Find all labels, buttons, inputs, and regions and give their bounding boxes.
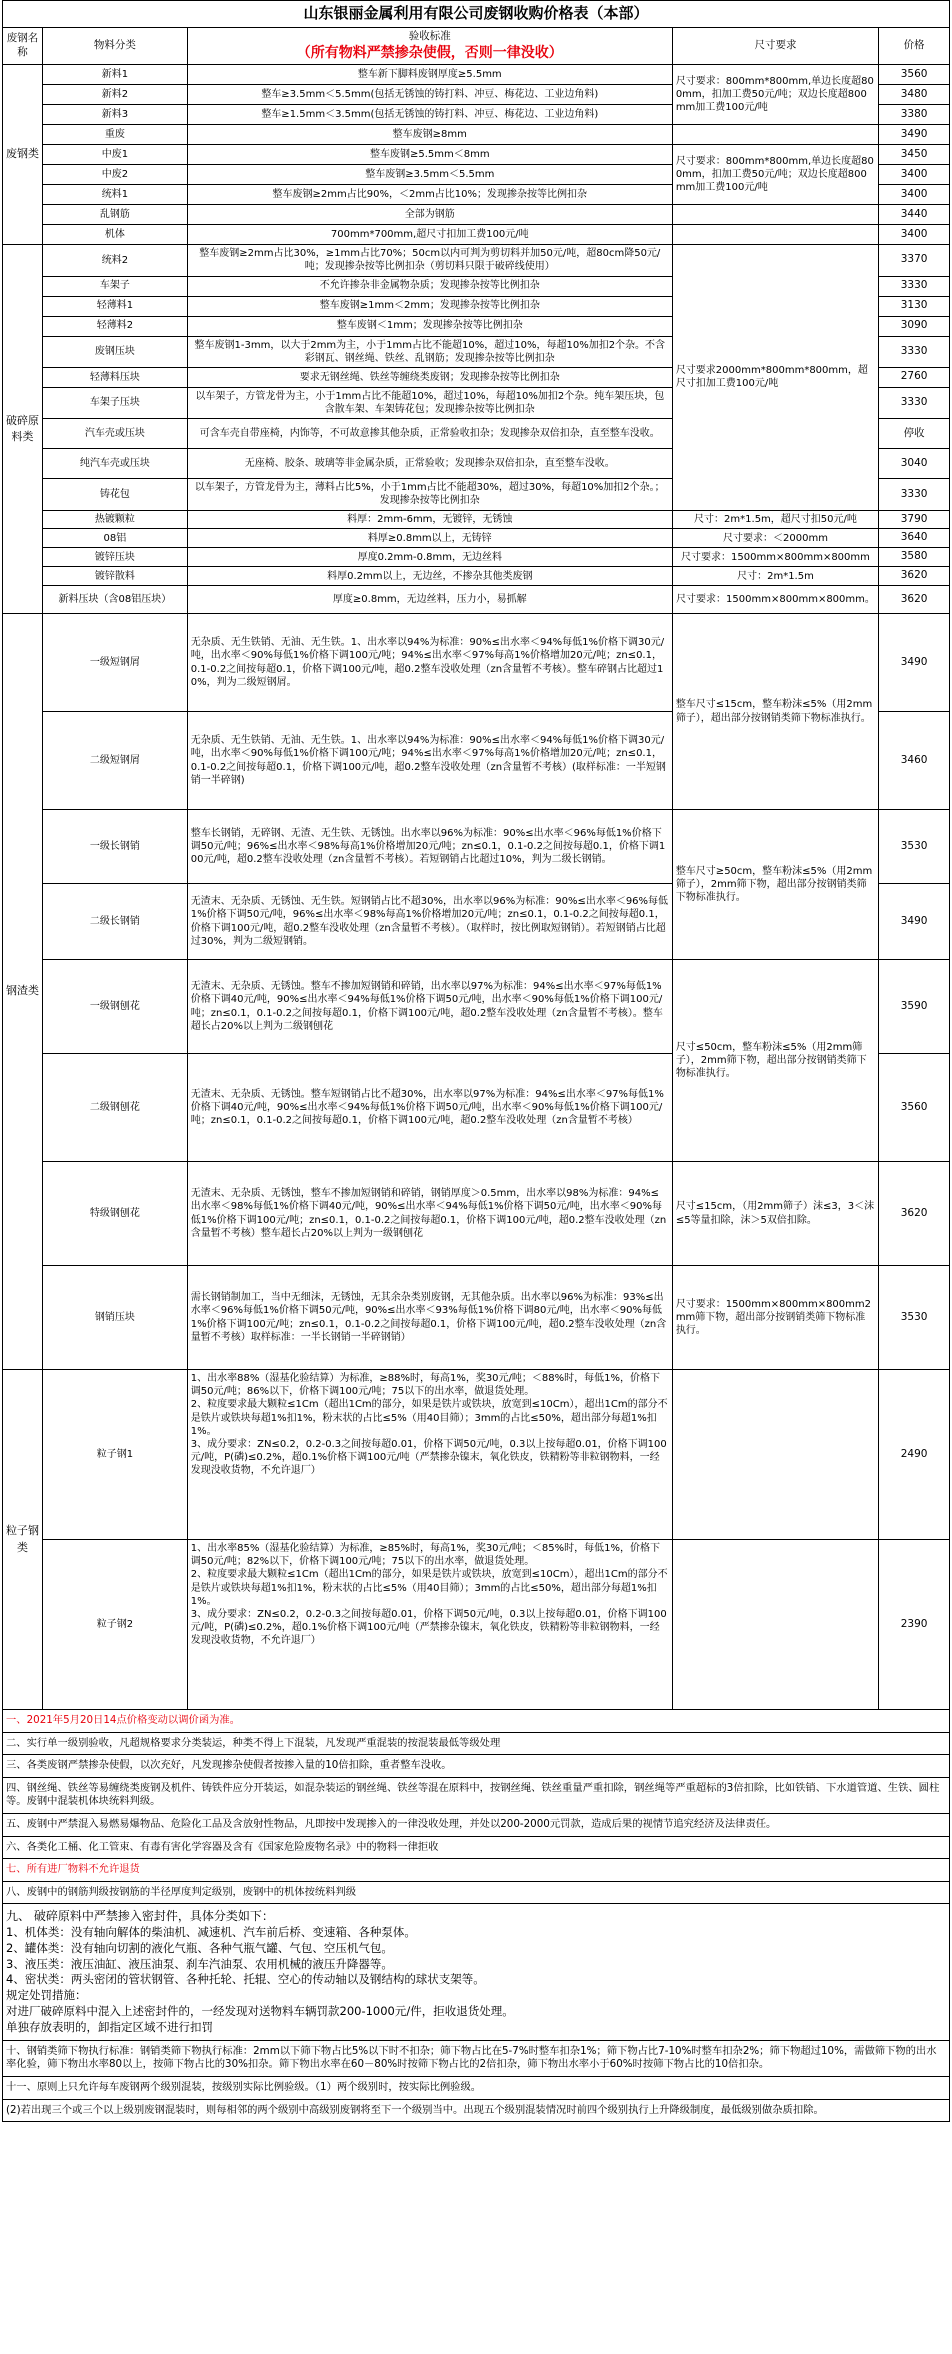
- note-9: [3, 1904, 950, 2041]
- price-value: 3790: [879, 510, 950, 529]
- material-standard: 要求无钢丝绳、铁丝等缠绕类废钢；发现掺杂按等比例扣杂: [187, 367, 672, 387]
- price-value: 3580: [879, 548, 950, 567]
- note-5: 五、废钢中严禁混入易燃易爆物品、危险化工品及含放射性物品，凡即按中发现掺入的一律没收处理，并处以200-2000元罚款，造成后果的视情节追究经济及法律责任。: [3, 1813, 950, 1836]
- header-category: 废钢名称: [3, 27, 43, 64]
- price-value: 3380: [879, 105, 950, 125]
- material-name: 统料1: [43, 185, 188, 205]
- price-value: 3480: [879, 85, 950, 105]
- note-6: 六、各类化工桶、化工管束、有毒有害化学容器及含有《国家危险废物名录》中的物料一律拒收: [3, 1836, 950, 1859]
- size-requirement: 尺寸≤15cm，（用2mm筛子）沫≤3，3＜沫≤5等量扣除，沫＞5双倍扣除。: [672, 1162, 878, 1266]
- material-standard: 整车废钢≥2mm占比30%，≥1mm占比70%；50cm以内可判为剪切料并加50元/吨，超80cm降50元/吨；发现掺杂按等比例扣杂（剪切料只限于破碎线使用）: [187, 245, 672, 276]
- material-name: 粒子钢2: [43, 1540, 188, 1710]
- note-9-line: 3、液压类：液压油缸、液压油泵、刹车汽油泵、农用机械的液压升降器等。: [6, 1956, 393, 1971]
- material-name: 粒子钢1: [43, 1370, 188, 1540]
- material-name: 一级短钢屑: [43, 614, 188, 712]
- price-value: 3590: [879, 960, 950, 1054]
- size-requirement: 尺寸要求：1500mm×800mm×800mm: [672, 548, 878, 567]
- price-value: 3090: [879, 316, 950, 336]
- material-name: 乱钢筋: [43, 205, 188, 225]
- material-standard: 整车废钢≥3.5mm＜5.5mm: [187, 165, 672, 185]
- price-value: 3400: [879, 225, 950, 245]
- size-requirement: 整车尺寸≥50cm，整车粉沫≤5%（用2mm筛子），2mm筛下物，超出部分按钢销类筛下物标准执行。: [672, 810, 878, 960]
- category-granular-steel: 粒子钢类: [3, 1370, 43, 1710]
- category-scrap-steel: 废钢类: [3, 65, 43, 245]
- size-requirement: 尺寸：2m*1.5m: [672, 567, 878, 586]
- price-value: 3330: [879, 276, 950, 296]
- material-name: 热镀颗粒: [43, 510, 188, 529]
- material-name: 镀锌压块: [43, 548, 188, 567]
- material-standard: 700mm*700mm,超尺寸扣加工费100元/吨: [187, 225, 672, 245]
- note-10: 十、钢销类筛下物执行标准：钢销类筛下物执行标准：2mm以下筛下物占比5%以下时不扣杂；筛下物占比在5-7%时整车扣杂1%；筛下物占比7-10%时整车扣杂2%；筛下物超过10%，需做筛下物的出水率化验，筛下物出水率80以上，按筛下物占比的30%扣杂。筛下物出水率在60－80%时按筛下物占比的2倍扣杂，筛下物出水率小于60%时按筛下物占比的10倍扣杂。: [3, 2040, 950, 2076]
- material-name: 新料3: [43, 105, 188, 125]
- material-standard: 全部为钢筋: [187, 205, 672, 225]
- material-name: 新料2: [43, 85, 188, 105]
- material-name: 轻薄料压块: [43, 367, 188, 387]
- header-price: 价格: [879, 27, 950, 64]
- size-requirement-empty: [672, 125, 878, 145]
- size-requirement: 尺寸要求2000mm*800mm*800mm，超尺寸扣加工费100元/吨: [672, 245, 878, 511]
- material-standard: 无座椅、胶条、玻璃等非金属杂质，正常验收；发现掺杂双倍扣杂，直至整车没收。: [187, 449, 672, 479]
- material-name: 车架子: [43, 276, 188, 296]
- size-requirement-empty: [672, 205, 878, 225]
- note-7: 七、所有进厂物料不允许退货: [3, 1859, 950, 1882]
- material-name: 新料压块（含08铝压块）: [43, 586, 188, 614]
- size-requirement-empty: [672, 1370, 878, 1540]
- note-9-line: 对进厂破碎原料中混入上述密封件的，一经发现对送物料车辆罚款200-1000元/件，拒收退货处理。: [6, 2004, 514, 2019]
- material-standard: 可含车壳自带座椅，内饰等，不可故意掺其他杂质，正常验收扣杂；发现掺杂双倍扣杂，直至整车没收。: [187, 419, 672, 449]
- material-standard: 1、出水率85%（湿基化验结算）为标准，≥85%时，每高1%，奖30元/吨；＜85%时，每低1%，价格下调50元/吨；82%以下，价格下调100元/吨；75以下的出水率，做退货处理。 2、粒度要求最大颗粒≤1Cm（超出1Cm的部分，如果是铁片或铁块，放宽到≤10Cm），超出1Cm的部分不是铁片或铁块每超1%扣1%，粉末状的占比≤5%（用40目筛）；3mm的占比≤50%，超出部分每超1%扣1%。 3、成分要求：ZN≤0.2，0.2-0.3之间按每超0.01，价格下调50元/吨，0.3以上按每超0.01，价格下调100元/吨，P(磷)≤0.2%，超0.1%价格下调100元/吨（严禁掺杂镍末，氧化铁皮，铁精粉等非粒钢物料，一经发现没收货物，不允许退厂）: [187, 1540, 672, 1710]
- size-requirement: 尺寸要求：＜2000mm: [672, 529, 878, 548]
- price-value: 停收: [879, 419, 950, 449]
- material-name: 废钢压块: [43, 336, 188, 367]
- material-name: 中废2: [43, 165, 188, 185]
- material-standard: 料厚≥0.8mm以上，无铸锌: [187, 529, 672, 548]
- material-standard: 无渣末、无杂质、无锈蚀，整车不掺加短钢销和碎销，钢销厚度＞0.5mm，出水率以98%为标准：94%≤出水率＜98%每低1%价格下调40元/吨，90%≤出水率＜94%每低1%价格下调50元/吨，出水率＜90%每低1%价格下调100元/吨；zn≤0.1，0.1-0.2之间按每超0.1，价格下调100元/吨，超0.2整车没收处理（zn含量暂不考核）整车超长占20%以上判为一级钢刨花: [187, 1162, 672, 1266]
- size-requirement-empty: [672, 1540, 878, 1710]
- material-name: 二级长钢销: [43, 884, 188, 960]
- material-standard: 1、出水率88%（湿基化验结算）为标准，≥88%时，每高1%，奖30元/吨；＜88%时，每低1%，价格下调50元/吨；86%以下，价格下调100元/吨；75以下的出水率，做退货处理。 2、粒度要求最大颗粒≤1Cm（超出1Cm的部分，如果是铁片或铁块，放宽到≤10Cm），超出1Cm的部分不是铁片或铁块每超1%扣1%，粉末状的占比≤5%（用40目筛）；3mm的占比≤50%，超出部分每超1%扣1%。 3、成分要求：ZN≤0.2，0.2-0.3之间按每超0.01，价格下调50元/吨，0.3以上按每超0.01，价格下调100元/吨，P(磷)≤0.2%，超0.1%价格下调100元/吨（严禁掺杂镍末，氧化铁皮，铁精粉等非粒钢物料，一经发现没收货物，不允许退厂）: [187, 1370, 672, 1540]
- note-9-line: 4、密状类：两头密闭的管状钢管、各种托轮、托辊、空心的传动轴以及钢结构的球状支架等。: [6, 1972, 485, 1987]
- material-standard: 整车废钢≥5.5mm＜8mm: [187, 145, 672, 165]
- note-9-title: 九、 破碎原料中严禁掺入密封件，具体分类如下：: [6, 1909, 274, 1924]
- header-material: 物料分类: [43, 27, 188, 64]
- note-9-line: 单独存放表明的，卸指定区域不进行扣罚: [6, 2019, 213, 2034]
- material-name: 铸花包: [43, 479, 188, 510]
- material-standard: 不允许掺杂非金属物杂质；发现掺杂按等比例扣杂: [187, 276, 672, 296]
- material-standard: 整车废钢≥8mm: [187, 125, 672, 145]
- material-name: 新料1: [43, 65, 188, 85]
- price-value: 3560: [879, 1054, 950, 1162]
- size-requirement: 尺寸：2m*1.5m，超尺寸扣50元/吨: [672, 510, 878, 529]
- material-name: 中废1: [43, 145, 188, 165]
- material-name: 统料2: [43, 245, 188, 276]
- note-9-line: 2、罐体类：没有轴向切割的液化气瓶、各种气瓶气罐、气包、空压机气包。: [6, 1940, 393, 1955]
- material-name: 特级钢刨花: [43, 1162, 188, 1266]
- material-standard: 无杂质、无生铁销、无油、无生铁。1、出水率以94%为标准：90%≤出水率＜94%每低1%价格下调30元/吨，出水率＜90%每低1%价格下调100元/吨；94%≤出水率＜97%每高1%价格增加20元/吨；zn≤0.1，0.1-0.2之间按每超0.1，价格下调100元/吨，超0.2整车没收处理（zn含量暂不考核）。整车碎钢占比超过10%，判为二级短钢屑。: [187, 614, 672, 712]
- material-standard: 以车架子，方管龙骨为主，小于1mm占比不能超10%，超过10%，每超10%加扣2个杂。纯车架压块，包含散车架、车架铸花包；发现掺杂按等比例扣杂: [187, 387, 672, 418]
- note-1: 一、2021年5月20日14点价格变动以调价函为准。: [3, 1710, 950, 1733]
- price-value: 3330: [879, 479, 950, 510]
- material-name: 08铝: [43, 529, 188, 548]
- material-standard: 整车废钢＜1mm；发现掺杂按等比例扣杂: [187, 316, 672, 336]
- price-value: 2390: [879, 1540, 950, 1710]
- header-warning: （所有物料严禁掺杂使假，否则一律没收）: [296, 44, 563, 61]
- price-value: 3370: [879, 245, 950, 276]
- price-sheet: [2, 0, 950, 2122]
- material-standard: 整车废钢≥2mm占比90%，＜2mm占比10%；发现掺杂按等比例扣杂: [187, 185, 672, 205]
- price-value: 3530: [879, 810, 950, 884]
- note-9-line: 规定处罚措施：: [6, 1988, 87, 2003]
- header-standard: [187, 27, 672, 64]
- header-standard-label: 验收标准: [408, 29, 451, 42]
- size-requirement: 尺寸要求：1500mm×800mm×800mm。: [672, 586, 878, 614]
- material-standard: 无杂质、无生铁销、无油、无生铁。1、出水率以94%为标准：90%≤出水率＜94%每低1%价格下调30元/吨，出水率＜90%每低1%价格下调100元/吨；94%≤出水率＜97%每高1%价格增加20元/吨；zn≤0.1，0.1-0.2之间按每超0.1，价格下调100元/吨，超0.2整车没收处理（zn含量暂不考核）(取样标准：一半短钢销一半碎钢): [187, 712, 672, 810]
- price-value: 3560: [879, 65, 950, 85]
- note-12: (2)若出现三个或三个以上级别废钢混装时，则每相邻的两个级别中高级别废钢将至下一个级别当中。出现五个级别混装情况时前四个级别执行上升降级制度，最低级别做杂质扣除。: [3, 2099, 950, 2122]
- material-standard: 料厚：2mm-6mm，无镀锌，无锈蚀: [187, 510, 672, 529]
- price-value: 3400: [879, 165, 950, 185]
- price-value: 2760: [879, 367, 950, 387]
- header-size: 尺寸要求: [672, 27, 878, 64]
- material-name: 轻薄料1: [43, 296, 188, 316]
- note-11: 十一、原则上只允许每车废钢两个级别混装，按级别实际比例验级。（1）两个级别时，按实际比例验级。: [3, 2076, 950, 2099]
- material-standard: 整车长钢销，无碎钢、无渣、无生铁、无锈蚀。出水率以96%为标准：90%≤出水率＜96%每低1%价格下调50元/吨；96%≤出水率＜98%每高1%价格增加20元/吨；zn≤0.1，0.1-0.2之间按每超0.1，价格下调100元/吨，超0.2整车没收处理（zn含量暂不考核）。若短钢销占比超过10%，判为二级长钢销。: [187, 810, 672, 884]
- material-name: 重废: [43, 125, 188, 145]
- material-name: 二级短钢屑: [43, 712, 188, 810]
- size-requirement: 整车尺寸≤15cm，整车粉沫≤5%（用2mm筛子），超出部分按钢销类筛下物标准执行。: [672, 614, 878, 810]
- material-standard: 料厚0.2mm以上，无边丝，不掺杂其他类废钢: [187, 567, 672, 586]
- price-value: 3460: [879, 712, 950, 810]
- price-value: 3620: [879, 567, 950, 586]
- material-standard: 整车≥3.5mm＜5.5mm(包括无锈蚀的铸打料、冲豆、梅花边、工业边角料): [187, 85, 672, 105]
- material-standard: 需长钢销制加工，当中无细沫，无锈蚀，无其余杂类别废钢，无其他杂质。出水率以96%为标准：93%≤出水率＜96%每低1%价格下调50元/吨，90%≤出水率＜93%每低1%价格下调80元/吨，出水率＜90%每低1%价格下调100元/吨；zn≤0.1，0.1-0.2之间按每超0.1，价格下调100元/吨，超0.2整车没收处理（zn含量暂不考核）取样标准：一半长钢销一半碎钢销）: [187, 1266, 672, 1370]
- price-value: 3330: [879, 336, 950, 367]
- material-standard: 以车架子，方管龙骨为主，薄料占比5%，小于1mm占比不能超30%，超过30%，每超10%加扣2个杂。；发现掺杂按等比例扣杂: [187, 479, 672, 510]
- material-standard: 厚度0.2mm-0.8mm，无边丝料: [187, 548, 672, 567]
- material-name: 一级长钢销: [43, 810, 188, 884]
- note-3: 三、各类废钢严禁掺杂使假，以次充好，凡发现掺杂使假者按掺入量的10倍扣除，重者整车没收。: [3, 1755, 950, 1778]
- price-value: 3130: [879, 296, 950, 316]
- price-value: 3530: [879, 1266, 950, 1370]
- material-name: 镀锌散料: [43, 567, 188, 586]
- price-value: 3440: [879, 205, 950, 225]
- material-standard: 整车≥1.5mm＜3.5mm(包括无锈蚀的铸打料、冲豆、梅花边、工业边角料): [187, 105, 672, 125]
- material-standard: 厚度≥0.8mm，无边丝料，压力小，易抓解: [187, 586, 672, 614]
- material-name: 机体: [43, 225, 188, 245]
- price-value: 3330: [879, 387, 950, 418]
- price-value: 3040: [879, 449, 950, 479]
- material-name: 纯汽车壳或压块: [43, 449, 188, 479]
- note-8: 八、废钢中的钢筋判级按钢筋的半径厚度判定级别，废钢中的机体按统料判级: [3, 1881, 950, 1904]
- size-requirement: 尺寸要求：800mm*800mm,单边长度超800mm，扣加工费50元/吨；双边长度超800mm加工费100元/吨: [672, 65, 878, 125]
- material-name: 汽车壳或压块: [43, 419, 188, 449]
- note-2: 二、实行单一级别验收，凡超规格要求分类装运，种类不得上下混装，凡发现严重混装的按混装最低等级处理: [3, 1732, 950, 1755]
- material-standard: 整车新下脚料废钢厚度≥5.5mm: [187, 65, 672, 85]
- material-name: 轻薄料2: [43, 316, 188, 336]
- size-requirement: 尺寸要求：1500mm×800mm×800mm2mm筛下物，超出部分按钢销类筛下物标准执行。: [672, 1266, 878, 1370]
- material-standard: 无渣末、无杂质、无锈蚀。整车不掺加短钢销和碎销，出水率以97%为标准：94%≤出水率＜97%每低1%价格下调40元/吨，90%≤出水率＜94%每低1%价格下调50元/吨，出水率＜90%每低1%价格下调100元/吨；zn≤0.1，0.1-0.2之间按每超0.1，价格下调100元/吨，超0.2整车没收处理（zn含量暂不考核）。整车超长占20%以上判为二级钢刨花: [187, 960, 672, 1054]
- material-standard: 整车废钢1-3mm，以大于2mm为主，小于1mm占比不能超10%，超过10%，每超10%加扣2个杂。不含彩钢瓦、钢丝绳、铁丝、乱钢筋；发现掺杂按等比例扣杂: [187, 336, 672, 367]
- price-value: 3490: [879, 884, 950, 960]
- size-requirement: 尺寸≤50cm，整车粉沫≤5%（用2mm筛子），2mm筛下物，超出部分按钢销类筛下物标准执行。: [672, 960, 878, 1162]
- material-standard: 整车废钢≥1mm＜2mm；发现掺杂按等比例扣杂: [187, 296, 672, 316]
- material-standard: 无渣末、无杂质、无锈蚀。整车短钢销占比不超30%，出水率以97%为标准：94%≤出水率＜97%每低1%价格下调40元/吨，90%≤出水率＜94%每低1%价格下调50元/吨，出水率＜90%每低1%价格下调100元/吨；zn≤0.1，0.1-0.2之间按每超0.1，价格下调100元/吨，超0.2整车没收处理（zn含量暂不考核）: [187, 1054, 672, 1162]
- note-4: 四、钢丝绳、铁丝等易缠绕类废钢及机件、铸铁件应分开装运，如混杂装运的钢丝绳、铁丝等混在原料中，按钢丝绳、铁丝重量严重扣除，钢丝绳等严重超标的3倍扣除，比如铁销、下水道管道、生铁、圆柱等。废钢中混装机体块统料判级。: [3, 1777, 950, 1813]
- price-table: [2, 0, 950, 2122]
- price-value: 2490: [879, 1370, 950, 1540]
- note-9-line: 1、机体类：没有轴向解体的柴油机、减速机、汽车前后桥、变速箱、各种泵体。: [6, 1924, 416, 1939]
- price-value: 3490: [879, 125, 950, 145]
- size-requirement-empty: [672, 225, 878, 245]
- price-value: 3400: [879, 185, 950, 205]
- material-name: 一级钢刨花: [43, 960, 188, 1054]
- sheet-title: 山东银丽金属利用有限公司废钢收购价格表（本部）: [3, 1, 950, 28]
- material-name: 二级钢刨花: [43, 1054, 188, 1162]
- category-steel-chips: 钢渣类: [3, 614, 43, 1370]
- price-value: 3450: [879, 145, 950, 165]
- price-value: 3620: [879, 1162, 950, 1266]
- material-name: 车架子压块: [43, 387, 188, 418]
- price-value: 3620: [879, 586, 950, 614]
- price-value: 3640: [879, 529, 950, 548]
- price-value: 3490: [879, 614, 950, 712]
- material-standard: 无渣末、无杂质、无锈蚀、无生铁。短钢销占比不超30%，出水率以96%为标准：90%≤出水率＜96%每低1%价格下调50元/吨，96%≤出水率＜98%每高1%价格增加20元/吨；zn≤0.1，0.1-0.2之间按每超0.1，价格下调100元/吨，超0.2整车没收处理（zn含量暂不考核）。（取样时，按比例取短钢销）。若短钢销占比超过30%，判为二级短钢销。: [187, 884, 672, 960]
- material-name: 钢销压块: [43, 1266, 188, 1370]
- size-requirement: 尺寸要求：800mm*800mm,单边长度超800mm，扣加工费50元/吨；双边长度超800mm加工费100元/吨: [672, 145, 878, 205]
- category-crushed-material: 破碎原料类: [3, 245, 43, 614]
